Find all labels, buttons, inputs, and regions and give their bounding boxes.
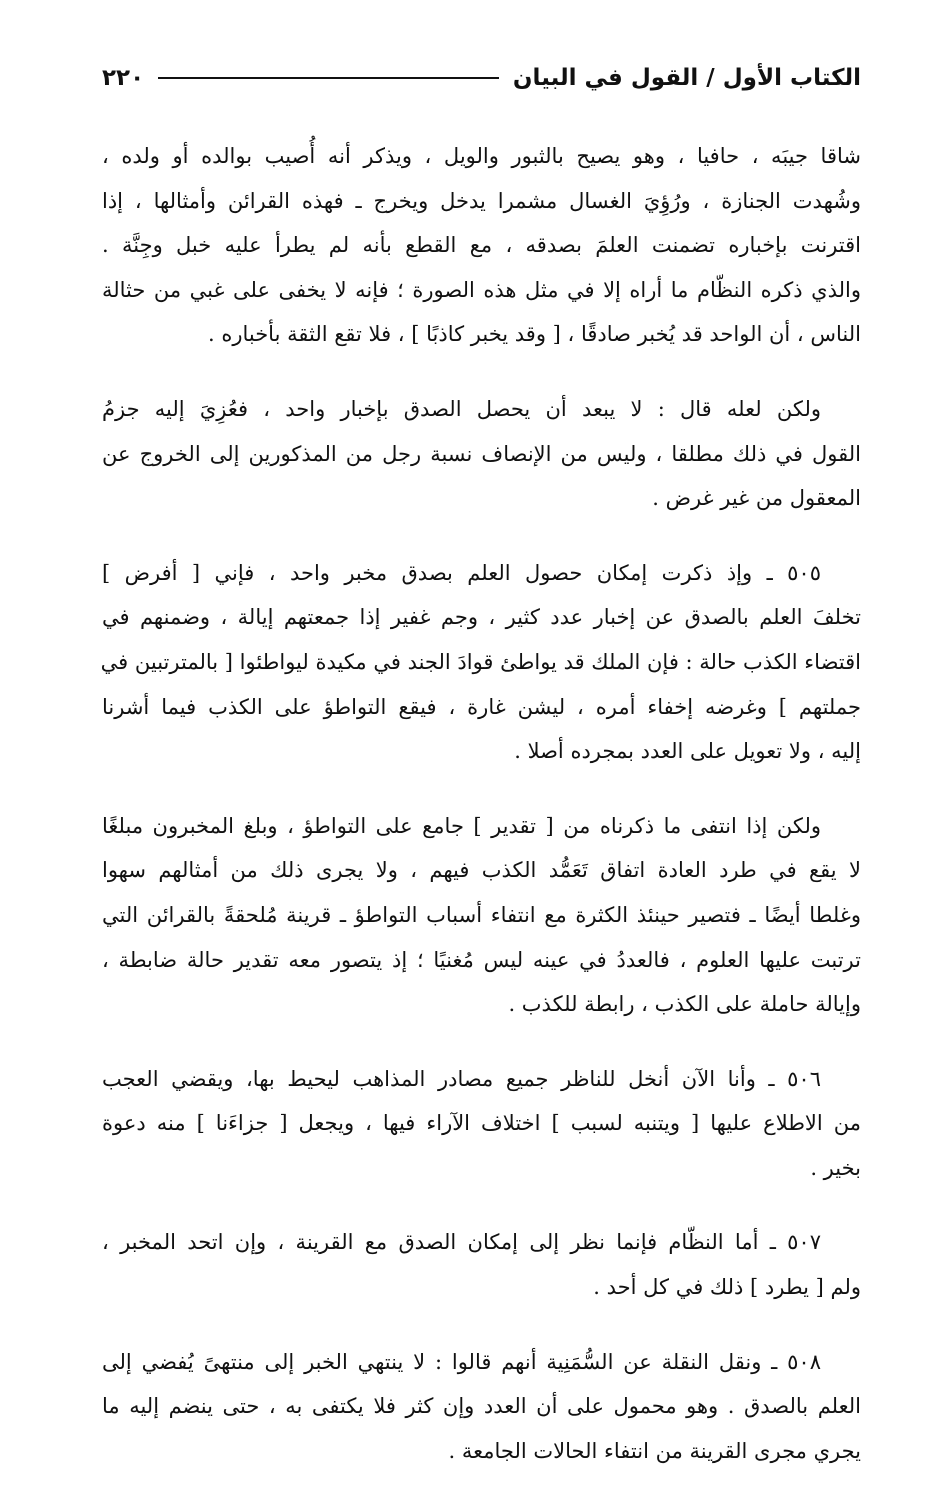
page-number: ٢٢٠ — [102, 65, 145, 91]
text-line: ٥٠٦ ـ وأنا الآن أنخل للناظر جميع مصادر المذاهب ليحيط بها، ويقضي العجب — [102, 1066, 821, 1091]
text-line: القول في ذلك مطلقا ، وليس من الإنصاف نسبة رجل من المذكورين إلى الخروج عن — [102, 441, 861, 466]
text-line: المعقول من غير غرض . — [652, 486, 861, 511]
text-line: ترتبت عليها العلوم ، فالعددُ في عينه ليس مُغنيًا ؛ إذ يتصور معه تقدير حالة ضابطة ، — [102, 947, 861, 972]
document-page — [102, 58, 861, 1503]
text-line: ٥٠٨ ـ ونقل النقلة عن السُّمَنِية أنهم قالوا : لا ينتهي الخبر إلى منتهىً يُفضي إلى — [102, 1349, 821, 1374]
text-line: لا يقع في طرد العادة اتفاق تَعَمُّد الكذب فيهم ، ولا يجرى ذلك من أمثالهم سهوا — [102, 858, 861, 883]
text-line: ٥٠٥ ـ وإذ ذكرت إمكان حصول العلم بصدق مخبر واحد ، فإني [ أفرض ] — [102, 560, 821, 585]
header-rule — [158, 77, 499, 79]
text-line: وإيالة حاملة على الكذب ، رابطة للكذب . — [508, 992, 861, 1017]
text-line: العلم بالصدق . وهو محمول على أن العدد وإن كثر فلا يكتفى به ، حتى ينضم إليه ما — [102, 1394, 861, 1419]
text-line: ٥٠٧ ـ أما النظّام فإنما نظر إلى إمكان الصدق مع القرينة ، وإن اتحد المخبر ، — [102, 1230, 821, 1255]
running-header — [102, 58, 861, 98]
paragraph-505 — [102, 551, 861, 774]
text-line: من الاطلاع عليها [ ويتنبه لسبب ] اختلاف الآراء فيها ، ويجعل [ جزاءَنا ] منه دعوة — [102, 1111, 861, 1136]
paragraph-1 — [102, 134, 861, 357]
paragraph-506 — [102, 1057, 861, 1191]
paragraph-4 — [102, 804, 861, 1027]
text-line: إليه ، ولا تعويل على العدد بمجرده أصلا . — [514, 739, 861, 764]
running-title: الكتاب الأول / القول في البيان — [512, 65, 861, 91]
paragraph-508 — [102, 1340, 861, 1474]
text-line: جملتهم ] وغرضه إخفاء أمره ، ليشن غارة ، فيقع التواطؤ على الكذب فيما أشرنا — [102, 694, 861, 719]
text-line: وشُهدت الجنازة ، ورُؤِيَ الغسال مشمرا يدخل ويخرج ـ فهذه القرائن وأمثالها ، إذا — [102, 188, 861, 213]
text-line: شاقا جيبَه ، حافيا ، وهو يصيح بالثبور والويل ، ويذكر أنه أُصيب بوالده أو ولده ، — [102, 144, 861, 168]
text-line: والذي ذكره النظّام ما أراه إلا في مثل هذه الصورة ؛ فإنه لا يخفى على غبي من حثالة — [102, 277, 861, 302]
text-line: اقترنت بإخباره تضمنت العلمَ بصدقه ، مع القطع بأنه لم يطرأ عليه خبل وجِنَّة . — [102, 233, 861, 258]
text-line: بخير . — [810, 1155, 861, 1180]
text-line: ولكن إذا انتفى ما ذكرناه من [ تقدير ] جامع على التواطؤ ، وبلغ المخبرون مبلغًا — [102, 813, 821, 838]
text-line: ولم [ يطرد ] ذلك في كل أحد . — [593, 1275, 861, 1300]
body-text — [102, 134, 861, 1473]
text-line: اقتضاء الكذب حالة : فإن الملك قد يواطئ قوادَ الجند في مكيدة ليواطئوا [ بالمترتبين في — [100, 649, 861, 674]
paragraph-2 — [102, 387, 861, 521]
text-line: تخلفَ العلم بالصدق عن إخبار عدد كثير ، وجم غفير إذا جمعتهم إيالة ، وضمنهم في — [102, 605, 861, 630]
paragraph-507 — [102, 1220, 861, 1309]
text-line: وغلطا أيضًا ـ فتصير حينئذ الكثرة مع انتفاء أسباب التواطؤ ـ قرينة مُلحقةً بالقرائن التي — [102, 902, 861, 927]
text-line: الناس ، أن الواحد قد يُخبر صادقًا ، [ وقد يخبر كاذبًا ] ، فلا تقع الثقة بأخباره . — [207, 322, 861, 347]
text-line: يجري مجرى القرينة من انتفاء الحالات الجامعة . — [448, 1438, 861, 1463]
text-line: ولكن لعله قال : لا يبعد أن يحصل الصدق بإخبار واحد ، فعُزِيَ إليه جزمُ — [102, 396, 821, 421]
